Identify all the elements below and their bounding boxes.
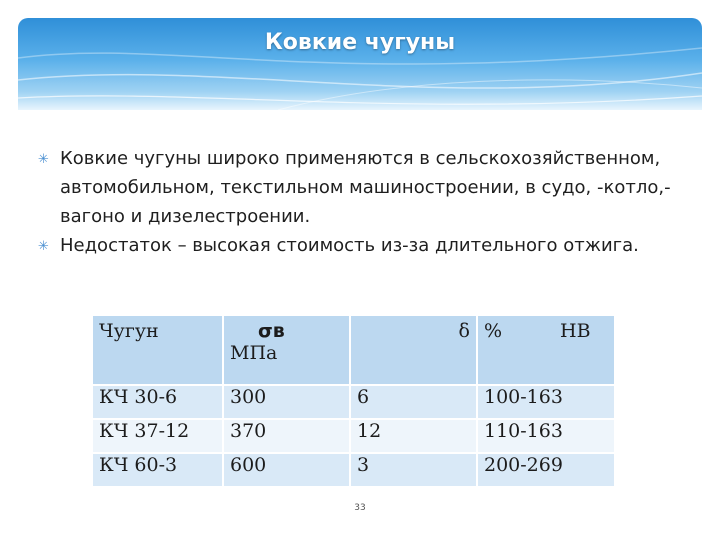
cell-elongation: 3 — [350, 453, 477, 486]
header-elongation-unit: % — [484, 320, 503, 342]
cell-grade: КЧ 60-3 — [93, 453, 223, 486]
cell-strength: 600 — [223, 453, 350, 486]
header-grade — [93, 316, 223, 385]
bullet-text: Недостаток – высокая стоимость из-за длительного отжига. — [60, 235, 639, 256]
cell-grade: КЧ 30-6 — [93, 385, 223, 419]
header-elongation-symbol: δ — [458, 320, 470, 342]
table-row — [93, 385, 614, 419]
bullet-list — [38, 144, 698, 260]
table-row — [93, 453, 614, 486]
cell-hardness: 200-269 — [477, 453, 614, 486]
cell-elongation: 12 — [350, 419, 477, 453]
header-elongation — [350, 316, 477, 385]
header-grade-label: Чугун — [99, 320, 159, 342]
cast-iron-properties-table — [93, 316, 614, 486]
bullet-item — [38, 231, 698, 260]
bullet-item — [38, 144, 698, 231]
cell-strength: 300 — [223, 385, 350, 419]
cell-hardness: 100-163 — [477, 385, 614, 419]
header-hardness — [477, 316, 614, 385]
header-strength-unit: МПа — [230, 342, 278, 364]
cell-hardness: 110-163 — [477, 419, 614, 453]
header-hardness-label: НВ — [560, 320, 591, 342]
table-header-row — [93, 316, 614, 385]
cell-elongation: 6 — [350, 385, 477, 419]
table-row — [93, 419, 614, 453]
page-number: 33 — [354, 503, 366, 513]
header-elongation-label-wrap — [357, 320, 470, 342]
asterisk-bullet-icon: ✳ — [38, 152, 49, 167]
asterisk-bullet-icon: ✳ — [38, 239, 49, 254]
slide-title: Ковкие чугуны — [264, 30, 456, 55]
bullet-text: Ковкие чугуны широко применяются в сельскохозяйственном, автомобильном, текстильном машиностроении, в судо, -котло,- вагоно и дизелестроении. — [60, 148, 671, 227]
cell-grade: КЧ 37-12 — [93, 419, 223, 453]
header-strength — [223, 316, 350, 385]
header-strength-symbol: σв — [258, 320, 285, 342]
cell-strength: 370 — [223, 419, 350, 453]
